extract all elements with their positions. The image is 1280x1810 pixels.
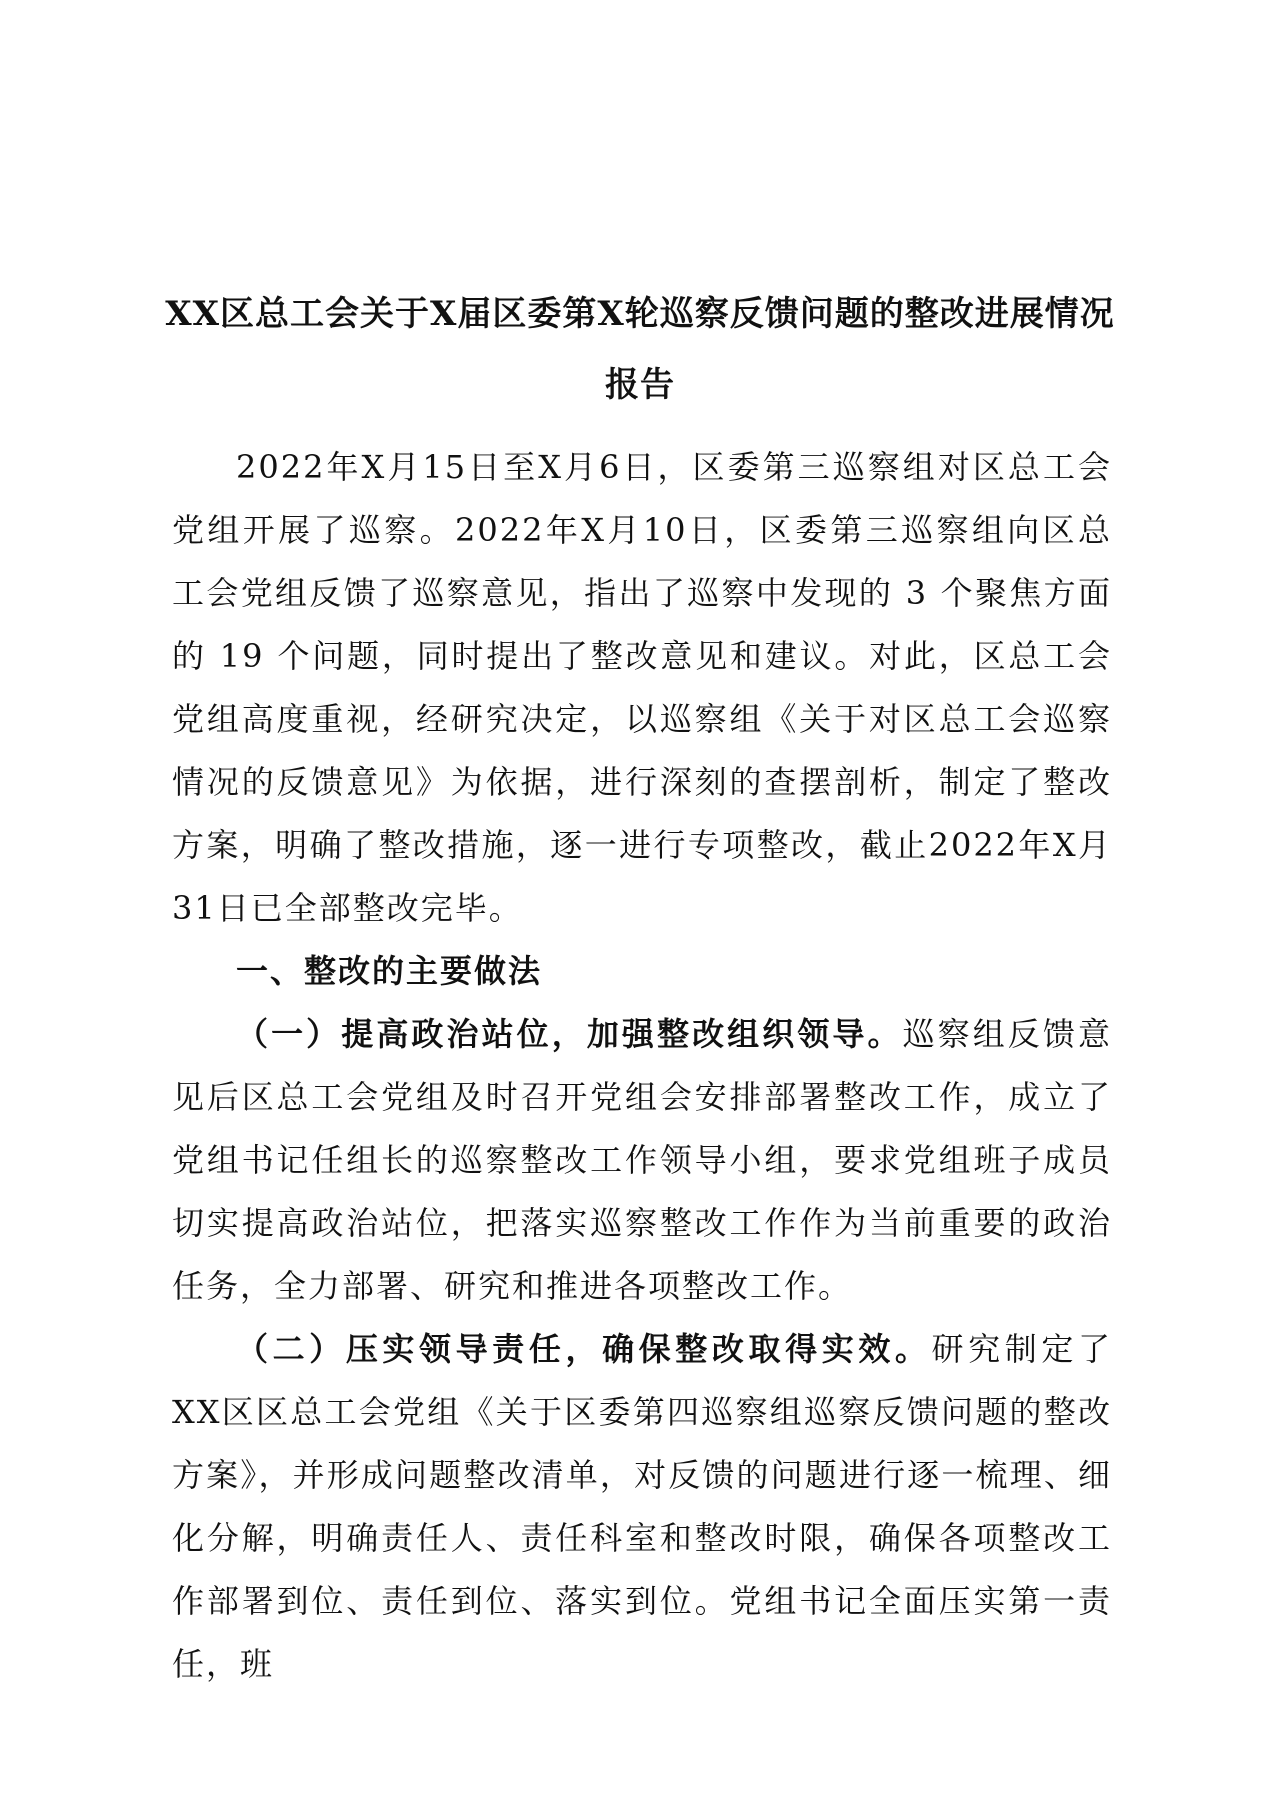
section-heading-1: 一、整改的主要做法 xyxy=(236,952,543,990)
item-2-paragraph xyxy=(172,1318,1112,1696)
item-2-lead: （二）压实领导责任，确保整改取得实效。 xyxy=(236,1330,932,1368)
item-2-text: 研究制定了 XX区区总工会党组《关于区委第四巡察组巡察反馈问题的整改方案》，并形成问题整改清单，对反馈的问题进行逐一梳理、细化分解，明确责任人、责任科室和整改时限，确保各项整改工作部署到位、责任到位、落实到位。党组书记全面压实第一责任，班 xyxy=(172,1330,1112,1683)
item-1-text: 巡察组反馈意见后区总工会党组及时召开党组会安排部署整改工作，成立了党组书记任组长的巡察整改工作领导小组，要求党组班子成员切实提高政治站位，把落实巡察整改工作作为当前重要的政治任务，全力部署、研究和推进各项整改工作。 xyxy=(172,1015,1112,1305)
document-title-line-1: XX区总工会关于X届区委第X轮巡察反馈问题的整改进展情况 xyxy=(165,294,1115,334)
intro-paragraph: 2022年X月15日至X月6日，区委第三巡察组对区总工会党组开展了巡察。2022年X月10日，区委第三巡察组向区总工会党组反馈了巡察意见，指出了巡察中发现的 3 个聚焦方面的 19 个问题，同时提出了整改意见和建议。对此，区总工会党组高度重视，经研究决定，以巡察组《关于对区总工会巡察情况的反馈意见》为依据，进行深刻的查摆剖析，制定了整改方案，明确了整改措施，逐一进行专项整改，截止2022年X月31日已全部整改完毕。 xyxy=(172,448,1112,927)
item-1-lead: （一）提高政治站位，加强整改组织领导。 xyxy=(236,1015,903,1053)
document-title-line-2: 报告 xyxy=(605,365,675,405)
item-1-paragraph xyxy=(172,1003,1112,1318)
document-body xyxy=(172,436,1112,1696)
